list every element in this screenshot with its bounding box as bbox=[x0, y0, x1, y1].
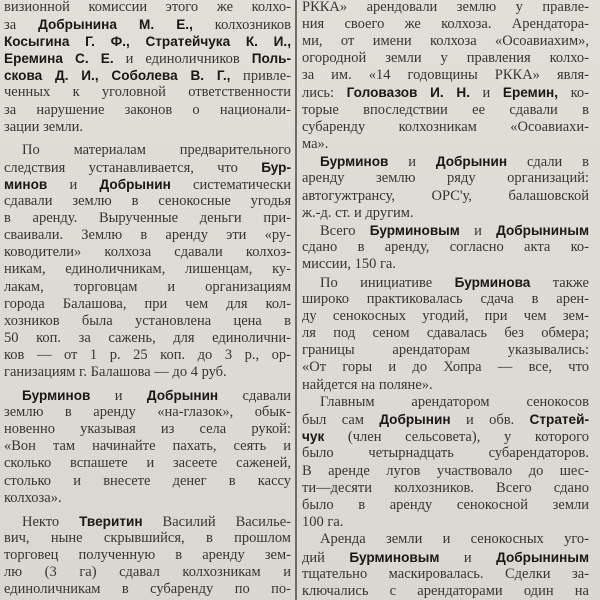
text-line bbox=[4, 227, 291, 244]
text-line bbox=[302, 291, 589, 308]
text-run: и bbox=[439, 549, 497, 566]
text-run: зации земли. bbox=[4, 118, 84, 135]
text-line bbox=[302, 445, 589, 462]
paragraph bbox=[4, 142, 291, 381]
text-run: колхоза». bbox=[4, 489, 62, 506]
text-line bbox=[302, 33, 589, 50]
text-run: визионной комиссии этого же колхо- bbox=[4, 0, 291, 15]
text-run: и единоличников bbox=[113, 51, 252, 68]
text-run: ля под сеном сдавалась без обмера; bbox=[302, 325, 589, 342]
text-run: землю в аренду «на-глазок», обык- bbox=[4, 404, 291, 421]
text-line bbox=[302, 188, 589, 205]
text-line bbox=[4, 564, 291, 581]
text-run: сдавали bbox=[218, 388, 291, 405]
text-run: колхозников bbox=[192, 17, 291, 34]
text-run: ду сенокосных угодий, при чем зем- bbox=[302, 308, 589, 325]
text-column-right bbox=[302, 0, 589, 600]
paragraph bbox=[4, 513, 291, 598]
text-run: ключались с арендаторами один на bbox=[302, 582, 589, 599]
text-line bbox=[302, 411, 589, 428]
text-line bbox=[4, 142, 291, 159]
text-line bbox=[4, 84, 291, 101]
text-line bbox=[302, 16, 589, 33]
paragraph bbox=[302, 531, 589, 599]
bold-name: Добрынин bbox=[146, 388, 219, 404]
text-run: ж.-д. ст. и другим. bbox=[302, 204, 414, 221]
text-line bbox=[4, 438, 291, 455]
text-line bbox=[4, 387, 291, 404]
column-divider bbox=[295, 0, 297, 600]
text-run: дий bbox=[302, 549, 350, 566]
text-run: Главным арендатором сенокосов bbox=[320, 394, 589, 411]
text-line bbox=[4, 473, 291, 490]
text-run: лакам, торговцам и организациям bbox=[4, 278, 291, 295]
text-line bbox=[302, 325, 589, 342]
text-line bbox=[302, 153, 589, 170]
text-run: сдали в bbox=[507, 154, 589, 171]
text-run: аренду землю ряду организаций: bbox=[302, 170, 589, 187]
text-line bbox=[302, 463, 589, 480]
text-run: сколько вспашете и засеете саженей, bbox=[4, 455, 291, 472]
text-line bbox=[4, 313, 291, 330]
text-run: (член сельсовета), у которого bbox=[324, 429, 589, 446]
text-line bbox=[302, 84, 589, 101]
text-run: торговец полученную в аренду зем- bbox=[4, 546, 291, 563]
text-run: сдавали землю в сенокосные угодья bbox=[4, 193, 291, 210]
bold-name: Тверитин bbox=[79, 513, 143, 529]
text-line bbox=[4, 455, 291, 472]
text-line bbox=[302, 583, 589, 600]
text-run: автогужтрансу, ОРС'у, балашовской bbox=[302, 187, 589, 204]
text-run: ти—десяти колхозников. Всего сдано bbox=[302, 479, 589, 496]
bold-name: Бурминова bbox=[454, 275, 531, 290]
text-run: за им. «14 годовщины РККА» явля- bbox=[302, 67, 589, 84]
text-column-left bbox=[4, 0, 291, 598]
text-line bbox=[4, 210, 291, 227]
bold-name: Добрынина М. Е., bbox=[38, 17, 193, 33]
text-run: 50 коп. за сажень, для единолични- bbox=[4, 329, 291, 346]
text-run: ния своего же колхоза. Арендатора- bbox=[302, 16, 589, 33]
text-run: было в аренду сенокосной земли bbox=[302, 496, 589, 513]
bold-name: Добрынин bbox=[435, 154, 508, 170]
text-run: и bbox=[459, 223, 497, 240]
text-line bbox=[4, 279, 291, 296]
text-run: широко практиковалась сдача в арен- bbox=[302, 291, 589, 308]
text-run: был сам bbox=[302, 412, 380, 429]
text-run: лю (3 га) сдавал колхозникам и bbox=[4, 564, 291, 580]
text-run: систематически bbox=[170, 176, 291, 193]
text-line bbox=[302, 549, 589, 566]
text-run: лись: bbox=[302, 85, 347, 102]
text-line bbox=[4, 530, 291, 547]
bold-name: Добрыниным bbox=[496, 223, 589, 239]
text-line bbox=[4, 159, 291, 176]
text-run: ков — от 1 р. 25 коп. до 3 р., ор- bbox=[4, 346, 291, 363]
text-line bbox=[302, 274, 589, 291]
text-run: ко- bbox=[558, 85, 589, 102]
text-run: огородной земли у правления колхо- bbox=[302, 50, 589, 67]
bold-name: Стратей- bbox=[529, 412, 589, 428]
bold-name: Бурминовым bbox=[349, 549, 440, 565]
text-run: ководители» колхоза сдавали колхоз- bbox=[4, 244, 291, 261]
text-run: Некто bbox=[22, 513, 80, 530]
text-line bbox=[302, 0, 589, 16]
bold-name: минов bbox=[4, 176, 48, 192]
bold-name: Еремина С. Е. bbox=[4, 51, 114, 67]
text-run: ганизациям г. Балашова — до 4 руб. bbox=[4, 363, 227, 380]
text-line bbox=[4, 330, 291, 347]
text-line bbox=[302, 359, 589, 376]
text-line bbox=[4, 581, 291, 598]
text-run: и bbox=[47, 176, 100, 193]
paragraph bbox=[302, 394, 589, 531]
text-run: По инициативе bbox=[320, 275, 455, 291]
text-run: города Балашова, при чем для кол- bbox=[4, 295, 291, 312]
text-line bbox=[302, 102, 589, 119]
text-line bbox=[4, 513, 291, 530]
text-line bbox=[4, 67, 291, 84]
text-line bbox=[4, 421, 291, 438]
text-line bbox=[302, 342, 589, 359]
text-run: единоличникам в субаренду по по- bbox=[4, 581, 291, 598]
text-line bbox=[4, 176, 291, 193]
text-line bbox=[302, 480, 589, 497]
text-line bbox=[4, 119, 291, 136]
bold-name: Бурминов bbox=[22, 388, 91, 404]
text-run: торые впоследствии ее сдавали в bbox=[302, 101, 589, 118]
text-run: тщательно маскировалась. Сделки за- bbox=[302, 565, 589, 582]
text-run: сдано в аренду, согласно акта ко- bbox=[302, 239, 589, 256]
text-run: найдется на поляне». bbox=[302, 376, 433, 393]
text-line bbox=[302, 205, 589, 222]
text-run: также bbox=[530, 275, 589, 291]
text-line bbox=[4, 364, 291, 381]
bold-name: Добрыниным bbox=[496, 549, 589, 565]
bold-name: Добрынин bbox=[99, 176, 171, 192]
text-line bbox=[302, 394, 589, 411]
text-line bbox=[302, 170, 589, 187]
text-run: В аренде лугов участвовало до шес- bbox=[302, 462, 589, 479]
text-line bbox=[302, 428, 589, 445]
text-line bbox=[4, 404, 291, 421]
text-line bbox=[302, 67, 589, 84]
bold-name: Косыгина Г. Ф., Стратейчука К. И., bbox=[4, 34, 291, 50]
text-line bbox=[4, 102, 291, 119]
text-run: ченных к уголовной ответственности bbox=[4, 84, 291, 101]
text-line bbox=[302, 256, 589, 273]
text-run: «Вон там начинайте пахать, сеять и bbox=[4, 438, 291, 455]
text-line bbox=[302, 308, 589, 325]
bold-name: Добрынин bbox=[379, 412, 451, 428]
text-line bbox=[4, 347, 291, 364]
text-line bbox=[302, 239, 589, 256]
text-run: Аренда земли и сенокосных уго- bbox=[320, 531, 589, 548]
text-run: По материалам предварительного bbox=[22, 141, 291, 158]
text-run: ма». bbox=[302, 135, 329, 152]
text-run: новенно указывая из села рукой: bbox=[4, 421, 291, 438]
text-line bbox=[302, 497, 589, 514]
text-line bbox=[4, 16, 291, 33]
text-run: и bbox=[388, 154, 436, 171]
paragraph bbox=[302, 0, 589, 153]
text-line bbox=[4, 244, 291, 261]
text-line bbox=[4, 296, 291, 313]
text-run: вич, ныне скрывшийся, в прошлом bbox=[4, 529, 291, 546]
text-line bbox=[302, 222, 589, 239]
text-line bbox=[302, 566, 589, 583]
text-line bbox=[4, 50, 291, 67]
text-run: и bbox=[90, 388, 147, 405]
bold-name: Бурминовым bbox=[369, 223, 460, 239]
text-line bbox=[4, 261, 291, 278]
text-run: столько и внесете денег в кассу bbox=[4, 472, 291, 489]
text-run: миссии, 150 га. bbox=[302, 256, 396, 273]
bold-name: чук bbox=[302, 429, 325, 445]
text-line bbox=[302, 50, 589, 67]
text-run: было четырнадцать субарендаторов. bbox=[302, 445, 589, 462]
text-run: субаренду колхозникам «Осоавиахи- bbox=[302, 118, 589, 135]
text-line bbox=[4, 490, 291, 507]
text-run: следствия устанавливается, что bbox=[4, 159, 262, 176]
text-run: хозников была установлена цена в bbox=[4, 312, 291, 329]
bold-name: скова Д. И., Соболева В. Г., bbox=[4, 68, 231, 84]
text-run: границы арендаторам указывались: bbox=[302, 342, 589, 359]
text-line bbox=[4, 33, 291, 50]
text-run: и bbox=[469, 85, 503, 102]
text-line bbox=[302, 377, 589, 394]
text-run: Василий Василье- bbox=[142, 513, 291, 530]
bold-name: Головазов И. Н. bbox=[346, 85, 470, 101]
paragraph bbox=[302, 222, 589, 273]
paragraph bbox=[4, 387, 291, 507]
text-run: сваивали. Землю в аренду эти «ру- bbox=[4, 227, 291, 244]
text-run: Всего bbox=[320, 223, 370, 240]
text-line bbox=[4, 547, 291, 564]
text-line bbox=[302, 136, 589, 153]
text-run: и обв. bbox=[450, 412, 530, 429]
bold-name: Бурминов bbox=[320, 154, 389, 170]
text-line bbox=[302, 531, 589, 548]
text-run: в аренду. Вырученные деньги при- bbox=[4, 210, 291, 227]
text-run: 100 га. bbox=[302, 513, 344, 530]
text-run: никам, единоличникам, лишенцам, ку- bbox=[4, 261, 291, 278]
paragraph bbox=[4, 0, 291, 136]
text-run: ми, от имени колхоза «Осоавиахим», bbox=[302, 33, 589, 50]
text-line bbox=[302, 119, 589, 136]
text-run: «От горы и до Хопра — все, что bbox=[302, 359, 589, 376]
text-run: РККА» арендовали землю у правле- bbox=[302, 0, 589, 15]
bold-name: Еремин, bbox=[502, 85, 559, 101]
text-line bbox=[302, 514, 589, 531]
text-run: привле- bbox=[230, 68, 291, 85]
text-line bbox=[4, 0, 291, 16]
paragraph bbox=[302, 153, 589, 221]
bold-name: Бур- bbox=[261, 159, 291, 175]
text-line bbox=[4, 193, 291, 210]
text-run: за bbox=[4, 17, 39, 34]
text-run: за нарушение законов о национали- bbox=[4, 101, 291, 118]
paragraph bbox=[302, 274, 589, 394]
bold-name: Поль- bbox=[251, 51, 291, 67]
